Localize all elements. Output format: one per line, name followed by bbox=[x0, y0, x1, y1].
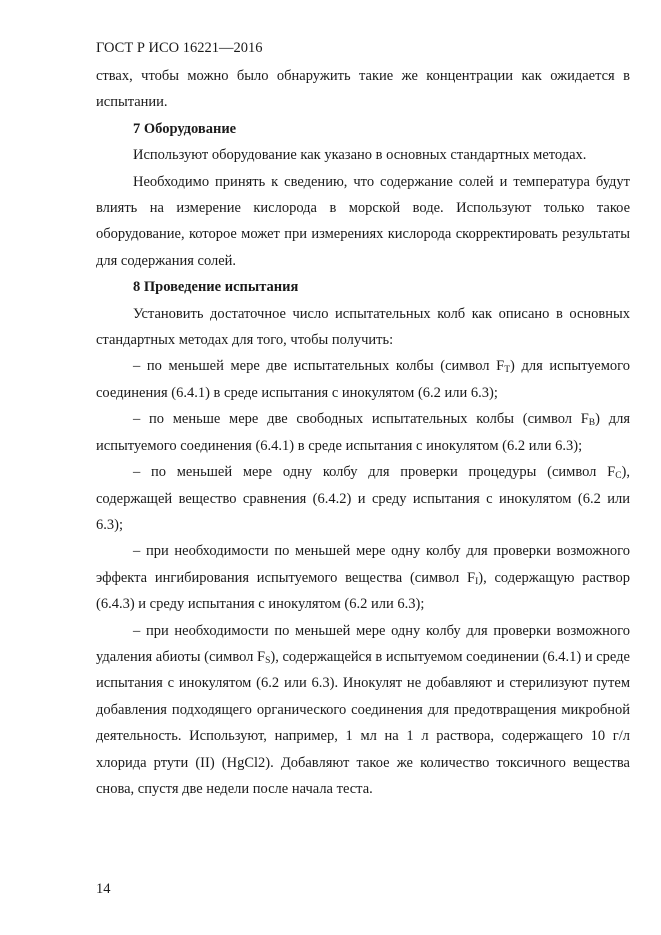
paragraph-salt-note: Необходимо принять к сведению, что содержание солей и температура будут влиять на измерение кислорода в морской воде. Используют только такое оборудование, которое может при измерениях кислорода скорректировать результаты для содержания солей. bbox=[96, 173, 630, 269]
section-heading-test-procedure: 8 Проведение испытания bbox=[133, 279, 299, 296]
document-header: ГОСТ Р ИСО 16221—2016 bbox=[96, 40, 263, 56]
list-item-test-flasks: – по меньшей мере две испытательных колбы (символ $F_T$) для испытуемого соединения (6.4.1) в среде испытания с инокулятом (6.2 или 6.3); bbox=[96, 358, 630, 401]
paragraph-flask-setup: Установить достаточное число испытательных колб как описано в основных стандартных методах для того, чтобы получить: bbox=[96, 305, 630, 349]
list-item-inhibition-flask: – при необходимости по меньшей мере одну колбу для проверки возможного эффекта ингибирования испытуемого вещества (символ $F_I$), содержащую раствор (6.4.3) и среду испытания с инокулятом (6.2 или 6.3); bbox=[96, 543, 630, 613]
paragraph-equipment-usage: Используют оборудование как указано в основных стандартных методах. bbox=[133, 147, 587, 164]
paragraph-continuation: ствах, чтобы можно было обнаружить такие же концентрации как ожидается в испытании. bbox=[96, 68, 630, 111]
list-item-procedure-control-flask: – по меньшей мере одну колбу для проверки процедуры (символ $F_C$), содержащей вещество сравнения (6.4.2) и среду испытания с инокулятом (6.2 или 6.3); bbox=[96, 464, 630, 533]
page-number: 14 bbox=[96, 881, 111, 897]
section-heading-equipment: 7 Оборудование bbox=[133, 120, 237, 137]
document-body bbox=[96, 63, 630, 802]
list-item-abiotic-removal-flask: – при необходимости по меньшей мере одну колбу для проверки возможного удаления абиоты (символ $F_S$), содержащейся в испытуемом соединении (6.4.1) и среде испытания с инокулятом (6.2 или 6.3). Инокулят не добавляют и стерилизуют путем добавления подходящего органического соединения для предотвращения микробной деятельность. Используют, например, 1 мл на 1 л раствора, содержащего 10 г/л хлорида ртути (II) (HgCl2). Добавляют такое же количество токсичного вещества снова, спустя две недели после начала теста. bbox=[96, 622, 630, 797]
list-item-blank-flasks: – по меньше мере две свободных испытательных колбы (символ $F_B$) для испытуемого соединения (6.4.1) в среде испытания с инокулятом (6.2 или 6.3); bbox=[96, 411, 630, 454]
